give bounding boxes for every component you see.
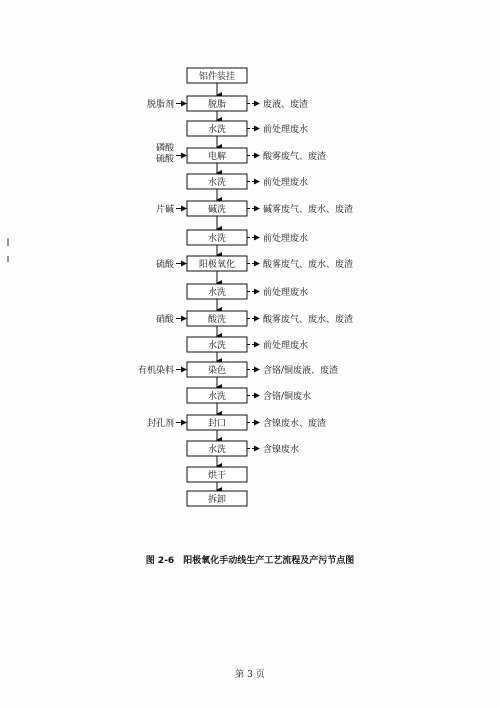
input-material-label: 硝酸	[155, 315, 174, 325]
process-step-label: 碱洗	[207, 205, 227, 215]
pollutant-output-label: 含铬/铜废液、废渣	[263, 366, 339, 376]
process-step-label: 铝件装挂	[198, 72, 236, 82]
pollutant-output-label: 酸雾废气、废水、废渣	[263, 260, 354, 270]
pollutant-output-label: 前处理废水	[263, 125, 309, 135]
pollutant-output-label: 含镍废水	[263, 445, 300, 455]
process-step-label: 水洗	[207, 125, 227, 135]
input-material-label: 封孔剂	[146, 419, 174, 429]
process-step-label: 水洗	[207, 445, 227, 455]
process-step-label: 水洗	[207, 288, 227, 298]
pollutant-output-label: 前处理废水	[263, 178, 309, 188]
pollutant-output-label: 前处理废水	[263, 234, 309, 244]
process-step-label: 烘干	[207, 471, 227, 481]
page-number: 第 3 页	[235, 670, 265, 680]
input-material-label: 硫酸	[155, 260, 174, 270]
pollutant-output-label: 含镍废水、废渣	[263, 419, 327, 429]
pollutant-output-label: 酸雾废气、废渣	[263, 152, 327, 162]
pollutant-output-label: 废液、废渣	[263, 100, 309, 110]
process-step-label: 拆卸	[207, 495, 227, 505]
process-step-label: 染色	[207, 366, 227, 376]
pollutant-output-label: 碱雾废气、废水、废渣	[263, 205, 354, 215]
pollutant-output-label: 含铬/铜废水	[263, 392, 312, 402]
input-material-label: 有机染料	[137, 366, 174, 376]
input-material-label: 磷酸硫酸	[155, 143, 174, 165]
process-step-label: 阳极氧化	[198, 260, 236, 270]
pollutant-output-label: 酸雾废气、废水、废渣	[263, 315, 354, 325]
process-step-label: 水洗	[207, 392, 227, 402]
process-step-label: 封口	[207, 419, 227, 429]
process-step-label: 水洗	[207, 234, 227, 244]
input-material-label: 片碱	[155, 205, 174, 215]
process-step-label: 水洗	[207, 178, 227, 188]
pollutant-output-label: 前处理废水	[263, 341, 309, 351]
process-step-label: 酸洗	[207, 315, 227, 325]
process-step-label: 电解	[207, 152, 227, 162]
input-material-label: 脱脂剂	[146, 100, 174, 110]
figure-caption: 图 2-6 阳极氧化手动线生产工艺流程及产污节点图	[145, 556, 355, 566]
process-step-label: 脱脂	[207, 100, 227, 110]
pollutant-output-label: 前处理废水	[263, 288, 309, 298]
process-step-label: 水洗	[207, 341, 227, 351]
